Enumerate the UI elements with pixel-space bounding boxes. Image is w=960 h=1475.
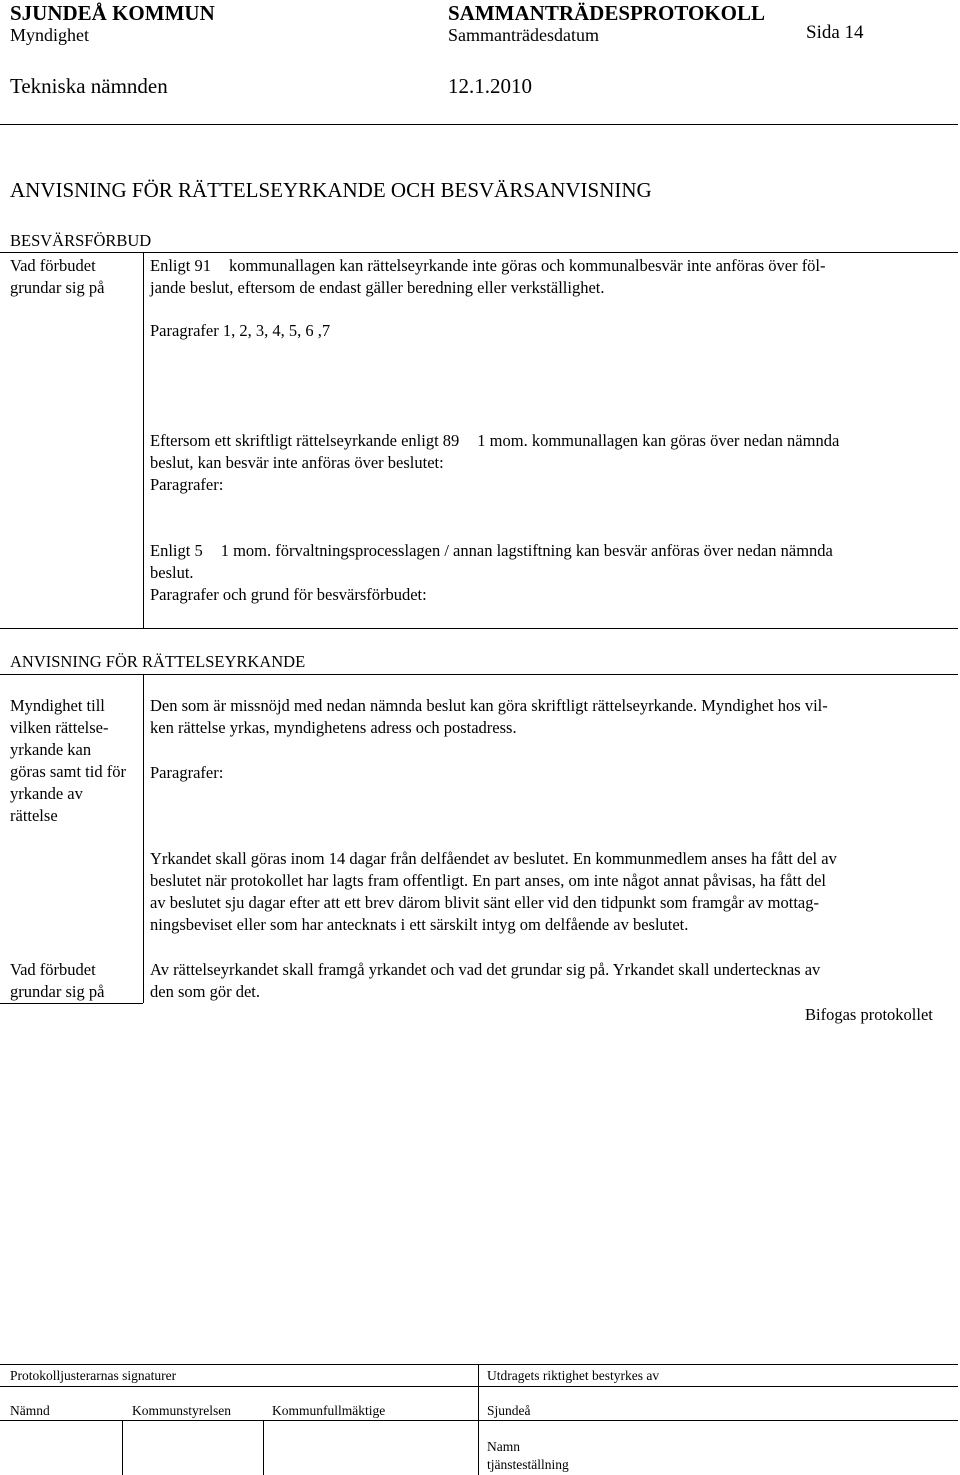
footer-col-kommunstyrelsen: Kommunstyrelsen (132, 1403, 231, 1418)
r1-line2: ken rättelse yrkas, myndighetens adress och postadress. (150, 718, 517, 737)
r3-line2: den som gör det. (150, 982, 260, 1001)
date-label: Sammanträdesdatum (448, 25, 599, 45)
p3-start: Enligt 5 (150, 541, 203, 560)
municipality-name: SJUNDEÅ KOMMUN (10, 1, 215, 25)
footer-rule-top (0, 1364, 958, 1365)
certified-label: Utdragets riktighet bestyrkes av (487, 1368, 660, 1383)
rattelse-left-label-1: Myndighet till vilken rättelse-yrkande kan göras samt tid för yrkande av rättelse (10, 696, 126, 825)
besvarsforbud-paragraph-3 (150, 540, 950, 606)
authority-name: Tekniska nämnden (10, 74, 168, 98)
r2-line3: av beslutet sju dagar efter att ett brev därom blivit sänt eller vid den tidpunkt som framgår av mottag- (150, 893, 819, 912)
header-rule (0, 124, 958, 125)
section2-divider (143, 674, 144, 1003)
r2-line2: beslutet när protokollet har lagts fram offentligt. En part anses, om inte något annat påvisas, ha fått del (150, 871, 827, 890)
section-rule-bottom (0, 628, 958, 629)
r3-line1: Av rättelseyrkandet skall framgå yrkandet och vad det grundar sig på. Yrkandet skall undertecknas av (150, 960, 821, 979)
footer-col-kommunfullmaktige: Kommunfullmäktige (272, 1403, 386, 1418)
footer-title-label: tjänsteställning (487, 1457, 569, 1472)
section-divider (143, 252, 144, 628)
authority-label: Myndighet (10, 25, 89, 45)
footer-divider-2 (263, 1420, 264, 1475)
p2-rest: 1 mom. kommunallagen kan göras över nedan nämnda (477, 431, 840, 450)
section-heading-rattelseyrkande: ANVISNING FÖR RÄTTELSEYRKANDE (10, 652, 306, 671)
rattelse-paragraphs-1: Paragrafer: (150, 763, 224, 782)
p1-rest: kommunallagen kan rättelseyrkande inte göras och kommunalbesvär inte anföras över föl- (228, 256, 826, 275)
r2-line4: ningsbeviset eller som har antecknats i ett särskilt intyg om delfående av beslutet. (150, 915, 689, 934)
footer-rule-low (0, 1420, 958, 1421)
r2-line1: Yrkandet skall göras inom 14 dagar från delfåendet av beslutet. En kommunmedlem anses ha fått del av (150, 849, 837, 868)
p3-line2: beslut. (150, 563, 194, 582)
page-number: Sida 14 (806, 22, 864, 43)
besvarsforbud-left-label: Vad förbudet grundar sig på (10, 256, 105, 297)
rattelse-paragraph-1 (150, 695, 950, 739)
p2-paragraphs: Paragrafer: (150, 475, 224, 494)
rattelse-left-label-2: Vad förbudet grundar sig på (10, 960, 105, 1001)
meeting-date: 12.1.2010 (448, 74, 532, 98)
footer-rule-mid (0, 1386, 958, 1387)
p3-rest: 1 mom. förvaltningsprocesslagen / annan lagstiftning kan besvär anföras över nedan nämnda (220, 541, 833, 560)
footer-divider-1 (122, 1420, 123, 1475)
p1-start: Enligt 91 (150, 256, 211, 275)
p2-start: Eftersom ett skriftligt rättelseyrkande enligt 89 (150, 431, 460, 450)
besvarsforbud-paragraph-2 (150, 430, 950, 496)
rattelse-paragraph-3 (150, 959, 950, 1003)
besvarsforbud-paragraph-1 (150, 255, 950, 299)
footer-col-namnd: Nämnd (10, 1403, 50, 1418)
section-heading-besvarsforbud: BESVÄRSFÖRBUD (10, 231, 152, 250)
footer-name-label: Namn (487, 1439, 520, 1454)
left-col-rule (0, 1003, 143, 1004)
main-title: ANVISNING FÖR RÄTTELSEYRKANDE OCH BESVÄRSANVISNING (10, 178, 652, 202)
besvarsforbud-paragraphs-1: Paragrafer 1, 2, 3, 4, 5, 6 ,7 (150, 321, 331, 340)
r1-line1: Den som är missnöjd med nedan nämnda beslut kan göra skriftligt rättelseyrkande. Myndighet hos vil- (150, 696, 828, 715)
footer-col-sjundea: Sjundeå (487, 1403, 531, 1418)
document-type: SAMMANTRÄDESPROTOKOLL (448, 1, 765, 25)
p3-paragraphs: Paragrafer och grund för besvärsförbudet: (150, 585, 427, 604)
p2-line2: beslut, kan besvär inte anföras över beslutet: (150, 453, 444, 472)
signatures-label: Protokolljusterarnas signaturer (10, 1368, 177, 1383)
attachment-note: Bifogas protokollet (805, 1005, 933, 1024)
rattelse-paragraph-2 (150, 848, 950, 936)
p1-line2: jande beslut, eftersom de endast gäller beredning eller verkställighet. (150, 278, 605, 297)
